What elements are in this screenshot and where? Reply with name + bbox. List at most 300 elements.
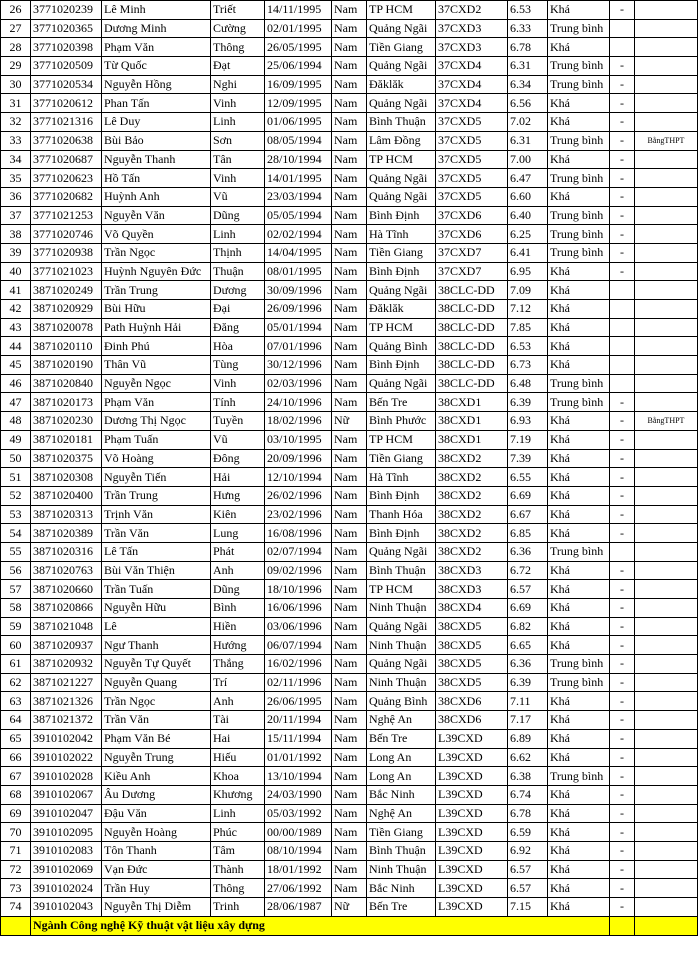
note — [635, 281, 698, 300]
gender: Nữ — [332, 898, 367, 917]
flag-mark: - — [610, 673, 635, 692]
student-id: 3771020682 — [31, 187, 102, 206]
score: 6.36 — [508, 655, 548, 674]
gender: Nam — [332, 860, 367, 879]
table-body — [1, 1, 698, 917]
row-stt: 27 — [1, 19, 31, 38]
flag-mark — [610, 38, 635, 57]
given-name: Kiên — [211, 505, 265, 524]
birth-date: 00/00/1989 — [265, 823, 332, 842]
classification: Khá — [548, 711, 610, 730]
table-row — [1, 393, 698, 412]
province: Bắc Ninh — [367, 879, 436, 898]
score: 6.60 — [508, 187, 548, 206]
gender: Nam — [332, 748, 367, 767]
flag-mark: - — [610, 150, 635, 169]
family-name: Từ Quốc — [102, 57, 211, 76]
province: Quảng Ngãi — [367, 169, 436, 188]
gender: Nam — [332, 131, 367, 150]
student-id: 3771020365 — [31, 19, 102, 38]
score: 6.57 — [508, 580, 548, 599]
given-name: Phát — [211, 542, 265, 561]
birth-date: 16/02/1996 — [265, 655, 332, 674]
table-row — [1, 599, 698, 618]
flag-mark: - — [610, 430, 635, 449]
province: Bình Thuận — [367, 561, 436, 580]
classification: Khá — [548, 38, 610, 57]
row-stt: 35 — [1, 169, 31, 188]
gender: Nam — [332, 636, 367, 655]
gender: Nam — [332, 879, 367, 898]
note — [635, 356, 698, 375]
birth-date: 14/04/1995 — [265, 243, 332, 262]
note — [635, 898, 698, 917]
row-stt: 41 — [1, 281, 31, 300]
table-row — [1, 262, 698, 281]
family-name: Trần Văn — [102, 524, 211, 543]
birth-date: 12/09/1995 — [265, 94, 332, 113]
family-name: Phạm Văn — [102, 38, 211, 57]
birth-date: 03/10/1995 — [265, 430, 332, 449]
province: Bình Định — [367, 356, 436, 375]
given-name: Khoa — [211, 767, 265, 786]
row-stt: 36 — [1, 187, 31, 206]
classification: Trung bình — [548, 19, 610, 38]
note — [635, 711, 698, 730]
table-row — [1, 898, 698, 917]
gender: Nam — [332, 599, 367, 618]
class-code: L39CXD — [436, 804, 508, 823]
table-row — [1, 711, 698, 730]
class-code: 38CXD1 — [436, 430, 508, 449]
row-stt: 63 — [1, 692, 31, 711]
given-name: Anh — [211, 692, 265, 711]
classification: Khá — [548, 599, 610, 618]
classification: Khá — [548, 617, 610, 636]
student-id: 3871020866 — [31, 599, 102, 618]
class-code: 38CXD6 — [436, 711, 508, 730]
note — [635, 449, 698, 468]
note — [635, 1, 698, 20]
row-stt: 47 — [1, 393, 31, 412]
family-name: Võ Quyền — [102, 225, 211, 244]
classification: Khá — [548, 262, 610, 281]
class-code: L39CXD — [436, 748, 508, 767]
class-code: L39CXD — [436, 898, 508, 917]
student-id: 3771020534 — [31, 75, 102, 94]
score: 6.89 — [508, 729, 548, 748]
class-code: 38CXD2 — [436, 505, 508, 524]
family-name: Huỳnh Anh — [102, 187, 211, 206]
province: TP HCM — [367, 150, 436, 169]
class-code: 37CXD5 — [436, 113, 508, 132]
province: Đăklăk — [367, 300, 436, 319]
note — [635, 580, 698, 599]
class-code: 38CXD3 — [436, 561, 508, 580]
province: Bến Tre — [367, 729, 436, 748]
row-stt: 54 — [1, 524, 31, 543]
table-row — [1, 206, 698, 225]
table-row — [1, 655, 698, 674]
student-id: 3871020181 — [31, 430, 102, 449]
row-stt: 32 — [1, 113, 31, 132]
class-code: 37CXD2 — [436, 1, 508, 20]
table-row — [1, 561, 698, 580]
row-stt: 67 — [1, 767, 31, 786]
class-code: 37CXD5 — [436, 150, 508, 169]
given-name: Khương — [211, 785, 265, 804]
classification: Khá — [548, 113, 610, 132]
given-name: Dương — [211, 281, 265, 300]
family-name: Trần Tuấn — [102, 580, 211, 599]
student-id: 3771020746 — [31, 225, 102, 244]
classification: Khá — [548, 449, 610, 468]
class-code: L39CXD — [436, 785, 508, 804]
family-name: Hồ Tấn — [102, 169, 211, 188]
note — [635, 206, 698, 225]
student-id: 3871020078 — [31, 318, 102, 337]
score: 6.57 — [508, 860, 548, 879]
given-name: Đông — [211, 449, 265, 468]
class-code: 38CXD2 — [436, 524, 508, 543]
score: 6.47 — [508, 169, 548, 188]
birth-date: 26/09/1996 — [265, 300, 332, 319]
note — [635, 599, 698, 618]
province: Quảng Ngãi — [367, 57, 436, 76]
classification: Trung bình — [548, 393, 610, 412]
birth-date: 28/10/1994 — [265, 150, 332, 169]
note — [635, 804, 698, 823]
class-code: 38CXD2 — [436, 486, 508, 505]
table-row — [1, 879, 698, 898]
classification: Khá — [548, 524, 610, 543]
score: 6.78 — [508, 804, 548, 823]
table-row — [1, 673, 698, 692]
given-name: Vinh — [211, 94, 265, 113]
flag-mark: - — [610, 748, 635, 767]
student-id: 3871020313 — [31, 505, 102, 524]
row-stt: 51 — [1, 468, 31, 487]
family-name: Nguyễn Thanh — [102, 150, 211, 169]
given-name: Bình — [211, 599, 265, 618]
flag-mark: - — [610, 823, 635, 842]
class-code: 38CXD5 — [436, 636, 508, 655]
table-row — [1, 187, 698, 206]
classification: Khá — [548, 468, 610, 487]
province: TP HCM — [367, 318, 436, 337]
score: 7.12 — [508, 300, 548, 319]
province: Hà Tĩnh — [367, 225, 436, 244]
table-row — [1, 841, 698, 860]
province: TP HCM — [367, 580, 436, 599]
birth-date: 05/03/1992 — [265, 804, 332, 823]
flag-mark — [610, 318, 635, 337]
province: Bình Thuận — [367, 113, 436, 132]
classification: Khá — [548, 692, 610, 711]
family-name: Trần Trung — [102, 281, 211, 300]
given-name: Vinh — [211, 169, 265, 188]
family-name: Nguyễn Hồng — [102, 75, 211, 94]
flag-mark: - — [610, 449, 635, 468]
row-stt: 28 — [1, 38, 31, 57]
family-name: Võ Hoàng — [102, 449, 211, 468]
student-id: 3771020239 — [31, 1, 102, 20]
family-name: Vạn Đức — [102, 860, 211, 879]
note — [635, 767, 698, 786]
province: Bình Phước — [367, 412, 436, 431]
birth-date: 23/02/1996 — [265, 505, 332, 524]
flag-mark: - — [610, 841, 635, 860]
row-stt: 52 — [1, 486, 31, 505]
province: Bình Định — [367, 206, 436, 225]
given-name: Dũng — [211, 206, 265, 225]
table-row — [1, 785, 698, 804]
given-name: Nghi — [211, 75, 265, 94]
classification: Khá — [548, 281, 610, 300]
class-code: 38CLC-DD — [436, 374, 508, 393]
student-id: 3871020110 — [31, 337, 102, 356]
score: 7.19 — [508, 430, 548, 449]
note — [635, 169, 698, 188]
gender: Nam — [332, 449, 367, 468]
given-name: Tính — [211, 393, 265, 412]
table-row — [1, 243, 698, 262]
score: 6.82 — [508, 617, 548, 636]
given-name: Anh — [211, 561, 265, 580]
table-row — [1, 804, 698, 823]
classification: Khá — [548, 94, 610, 113]
gender: Nam — [332, 767, 367, 786]
class-code: 38CXD2 — [436, 449, 508, 468]
family-name: Nguyễn Quang — [102, 673, 211, 692]
note — [635, 75, 698, 94]
score: 6.25 — [508, 225, 548, 244]
birth-date: 27/06/1992 — [265, 879, 332, 898]
province: Bến Tre — [367, 898, 436, 917]
flag-mark: - — [610, 879, 635, 898]
gender: Nam — [332, 393, 367, 412]
table-row — [1, 692, 698, 711]
student-id: 3871020400 — [31, 486, 102, 505]
row-stt: 26 — [1, 1, 31, 20]
row-stt: 38 — [1, 225, 31, 244]
flag-mark: - — [610, 524, 635, 543]
birth-date: 26/05/1995 — [265, 38, 332, 57]
class-code: 37CXD6 — [436, 206, 508, 225]
classification: Khá — [548, 150, 610, 169]
given-name: Thắng — [211, 655, 265, 674]
flag-mark: - — [610, 486, 635, 505]
table-row — [1, 19, 698, 38]
note — [635, 300, 698, 319]
gender: Nam — [332, 561, 367, 580]
student-id: 3871021227 — [31, 673, 102, 692]
family-name: Lê Tấn — [102, 542, 211, 561]
class-code: L39CXD — [436, 860, 508, 879]
row-stt: 42 — [1, 300, 31, 319]
row-stt: 37 — [1, 206, 31, 225]
row-stt: 43 — [1, 318, 31, 337]
note — [635, 860, 698, 879]
score: 6.41 — [508, 243, 548, 262]
table-row — [1, 542, 698, 561]
given-name: Hướng — [211, 636, 265, 655]
flag-mark: - — [610, 860, 635, 879]
birth-date: 02/07/1994 — [265, 542, 332, 561]
birth-date: 16/06/1996 — [265, 599, 332, 618]
score: 6.95 — [508, 262, 548, 281]
birth-date: 14/01/1995 — [265, 169, 332, 188]
flag-mark: - — [610, 767, 635, 786]
score: 6.39 — [508, 393, 548, 412]
province: TP HCM — [367, 1, 436, 20]
given-name: Phúc — [211, 823, 265, 842]
row-stt: 55 — [1, 542, 31, 561]
gender: Nam — [332, 785, 367, 804]
flag-mark: - — [610, 412, 635, 431]
gender: Nam — [332, 57, 367, 76]
given-name: Vinh — [211, 374, 265, 393]
row-stt: 73 — [1, 879, 31, 898]
birth-date: 06/07/1994 — [265, 636, 332, 655]
given-name: Hòa — [211, 337, 265, 356]
classification: Khá — [548, 785, 610, 804]
gender: Nam — [332, 617, 367, 636]
flag-mark: - — [610, 206, 635, 225]
note — [635, 94, 698, 113]
birth-date: 25/06/1994 — [265, 57, 332, 76]
class-code: L39CXD — [436, 841, 508, 860]
student-id: 3771020612 — [31, 94, 102, 113]
province: Đăklăk — [367, 75, 436, 94]
note — [635, 655, 698, 674]
birth-date: 02/11/1996 — [265, 673, 332, 692]
gender: Nam — [332, 673, 367, 692]
gender: Nam — [332, 505, 367, 524]
province: Quảng Ngãi — [367, 542, 436, 561]
province: Bắc Ninh — [367, 785, 436, 804]
row-stt: 62 — [1, 673, 31, 692]
birth-date: 26/06/1995 — [265, 692, 332, 711]
score: 6.34 — [508, 75, 548, 94]
flag-mark: - — [610, 804, 635, 823]
flag-mark: - — [610, 1, 635, 20]
birth-date: 07/01/1996 — [265, 337, 332, 356]
family-name: Nguyễn Hữu — [102, 599, 211, 618]
row-stt: 29 — [1, 57, 31, 76]
row-stt: 40 — [1, 262, 31, 281]
score: 6.72 — [508, 561, 548, 580]
family-name: Trần Huy — [102, 879, 211, 898]
student-id: 3871020932 — [31, 655, 102, 674]
note — [635, 841, 698, 860]
gender: Nam — [332, 524, 367, 543]
province: Nghệ An — [367, 804, 436, 823]
note — [635, 225, 698, 244]
province: Ninh Thuận — [367, 599, 436, 618]
family-name: Nguyễn Văn — [102, 206, 211, 225]
student-id: 3910102067 — [31, 785, 102, 804]
gender: Nam — [332, 225, 367, 244]
student-id: 3910102083 — [31, 841, 102, 860]
birth-date: 05/05/1994 — [265, 206, 332, 225]
gender: Nam — [332, 804, 367, 823]
score: 6.74 — [508, 785, 548, 804]
flag-mark: - — [610, 187, 635, 206]
score: 6.85 — [508, 524, 548, 543]
family-name: Âu Dương — [102, 785, 211, 804]
class-code: 37CXD3 — [436, 19, 508, 38]
student-id: 3910102042 — [31, 729, 102, 748]
province: Tiền Giang — [367, 449, 436, 468]
birth-date: 08/05/1994 — [265, 131, 332, 150]
gender: Nam — [332, 655, 367, 674]
score: 7.09 — [508, 281, 548, 300]
score: 6.59 — [508, 823, 548, 842]
note — [635, 673, 698, 692]
given-name: Triết — [211, 1, 265, 20]
class-code: 38CXD6 — [436, 692, 508, 711]
province: Tiền Giang — [367, 38, 436, 57]
family-name: Phạm Văn — [102, 393, 211, 412]
note — [635, 393, 698, 412]
gender: Nam — [332, 75, 367, 94]
student-id: 3871020763 — [31, 561, 102, 580]
class-code: 37CXD5 — [436, 131, 508, 150]
classification: Khá — [548, 841, 610, 860]
given-name: Thành — [211, 860, 265, 879]
flag-mark: - — [610, 599, 635, 618]
flag-mark: - — [610, 561, 635, 580]
score: 6.67 — [508, 505, 548, 524]
birth-date: 26/02/1996 — [265, 486, 332, 505]
classification: Trung bình — [548, 206, 610, 225]
classification: Khá — [548, 1, 610, 20]
student-id: 3871020230 — [31, 412, 102, 431]
score: 7.39 — [508, 449, 548, 468]
family-name: Huỳnh Nguyên Đức — [102, 262, 211, 281]
score: 6.69 — [508, 486, 548, 505]
province: Ninh Thuận — [367, 860, 436, 879]
flag-mark: - — [610, 113, 635, 132]
given-name: Thông — [211, 879, 265, 898]
given-name: Lung — [211, 524, 265, 543]
family-name: Bùi Hữu — [102, 300, 211, 319]
section-empty-cell — [635, 916, 698, 935]
gender: Nam — [332, 468, 367, 487]
given-name: Hai — [211, 729, 265, 748]
province: Long An — [367, 767, 436, 786]
row-stt: 65 — [1, 729, 31, 748]
classification: Trung bình — [548, 75, 610, 94]
classification: Khá — [548, 318, 610, 337]
given-name: Hiếu — [211, 748, 265, 767]
class-code: 37CXD4 — [436, 57, 508, 76]
row-stt: 31 — [1, 94, 31, 113]
gender: Nam — [332, 486, 367, 505]
student-id: 3871020937 — [31, 636, 102, 655]
student-id: 3771020509 — [31, 57, 102, 76]
student-id: 3910102095 — [31, 823, 102, 842]
gender: Nam — [332, 300, 367, 319]
gender: Nam — [332, 150, 367, 169]
family-name: Trần Ngọc — [102, 243, 211, 262]
score: 6.57 — [508, 879, 548, 898]
birth-date: 08/10/1994 — [265, 841, 332, 860]
birth-date: 09/02/1996 — [265, 561, 332, 580]
table-row — [1, 430, 698, 449]
birth-date: 02/01/1995 — [265, 19, 332, 38]
